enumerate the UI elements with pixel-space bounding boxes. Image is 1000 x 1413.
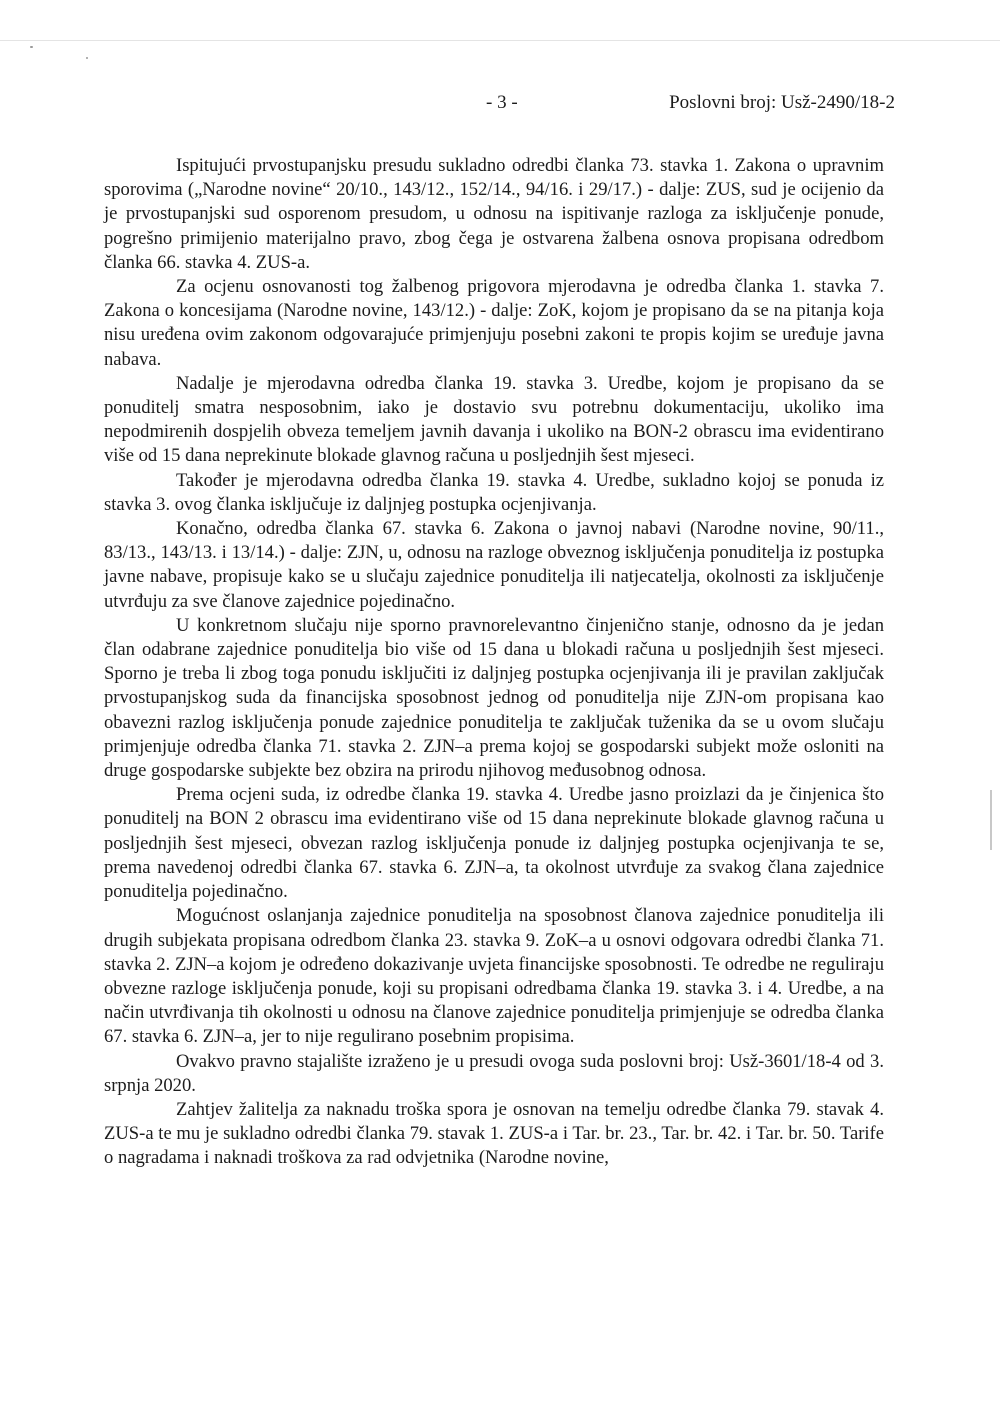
- paragraph: U konkretnom slučaju nije sporno pravnorelevantno činjenično stanje, odnosno da je jedan član odabrane zajednice ponuditelja bio više od 15 dana u blokadi računa u posljednjih šest mjeseci. Sporno je treba li zbog toga ponudu isključiti iz daljnjeg postupka ocjenjivanja ili je pravilan zaključak prvostupanjskog suda da financijska sposobnost jednog od ponuditelja nije ZJN-om propisana kao obavezni razlog isključenja ponude zajednice ponuditelja te zaključak tuženika da se u ovom slučaju primjenjuje odredba članka 71. stavka 2. ZJN–a prema kojoj se gospodarski subjekt može osloniti na druge gospodarske subjekte bez obzira na prirodu njihovog međusobnog odnosa.: [104, 614, 884, 782]
- page-number: - 3 -: [486, 92, 518, 113]
- scan-edge-top: [0, 40, 1000, 41]
- scan-edge-right: [990, 790, 992, 850]
- page-header: [100, 92, 895, 118]
- paragraph: Također je mjerodavna odredba članka 19. stavka 4. Uredbe, sukladno kojoj se ponuda iz stavka 3. ovog članka isključuje iz daljnjeg postupka ocjenjivanja.: [104, 469, 884, 515]
- paragraph: Prema ocjeni suda, iz odredbe članka 19. stavka 4. Uredbe jasno proizlazi da je činjenica što ponuditelj na BON 2 obrascu ima evidentirano više od 15 dana neprekinute blokade glavnog računa u posljednjih šest mjeseci, obvezan razlog isključenja ponude iz daljnjeg postupka ocjenjivanja te se, prema navedenoj odredbi članka 67. stavka 6. ZJN–a, ta okolnost utvrđuje za svakog člana zajednice ponuditelja pojedinačno.: [104, 784, 884, 903]
- document-body: [104, 154, 884, 1171]
- scan-speck: [30, 46, 33, 48]
- paragraph: Ispitujući prvostupanjsku presudu sukladno odredbi članka 73. stavka 1. Zakona o upravnim sporovima („Narodne novine“ 20/10., 143/12., 152/14., 94/16. i 29/17.) - dalje: ZUS, sud je ocijenio da je prvostupanjski sud osporenom presudom, u odnosu na ispitivanje razloga za isključenje ponude, pogrešno primijenio materijalno pravo, zbog čega je ostvarena žalbena osnova propisana odredbom članka 66. stavka 4. ZUS-a.: [104, 155, 884, 273]
- paragraph: Zahtjev žalitelja za naknadu troška spora je osnovan na temelju odredbe članka 79. stavak 4. ZUS-a te mu je sukladno odredbi članka 79. stavak 1. ZUS-a i Tar. br. 23., Tar. br. 42. i Tar. br. 50. Tarife o nagradama i naknadi troškova za rad odvjetnika (Narodne novine,: [104, 1098, 884, 1169]
- scan-speck: [86, 57, 88, 59]
- paragraph: Konačno, odredba članka 67. stavka 6. Zakona o javnoj nabavi (Narodne novine, 90/11., 83/13., 143/13. i 13/14.) - dalje: ZJN, u, odnosu na razloge obveznog isključenja ponuditelja iz postupka javne nabave, propisuje kako se u slučaju zajednice ponuditelja ili natjecatelja, okolnosti za isključenje utvrđuju za sve članove zajednice pojedinačno.: [104, 518, 884, 612]
- case-number: Poslovni broj: Usž-2490/18-2: [669, 92, 895, 113]
- paragraph: Ovakvo pravno stajalište izraženo je u presudi ovoga suda poslovni broj: Usž-3601/18-4 od 3. srpnja 2020.: [104, 1050, 884, 1096]
- paragraph: Mogućnost oslanjanja zajednice ponuditelja na sposobnost članova zajednice ponuditelja ili drugih subjekata propisana odredbom članka 23. stavka 9. ZoK–a u osnovi odgovara odredbi članka 71. stavka 2. ZJN–a kojom je određeno dokazivanje uvjeta financijske sposobnosti. Te odredbe ne reguliraju obvezne razloge isključenja ponude, koji su propisani odredbama članka 19. stavka 3. i 4. Uredbe, a na način utvrđivanja tih okolnosti u odnosu na članove zajednice ponuditelja primjenjuje se odredba članka 67. stavka 6. ZJN–a, jer to nije regulirano posebnim propisima.: [104, 905, 884, 1048]
- paragraph: Nadalje je mjerodavna odredba članka 19. stavka 3. Uredbe, kojom je propisano da se ponuditelj smatra nesposobnim, iako je dostavio svu potrebnu dokumentaciju, ukoliko ima nepodmirenih dospjelih obveza temeljem javnih davanja i ukoliko na BON-2 obrascu ima evidentirano više od 15 dana neprekinute blokade glavnog računa u posljednjih šest mjeseci.: [104, 372, 884, 467]
- paragraph: Za ocjenu osnovanosti tog žalbenog prigovora mjerodavna je odredba članka 1. stavka 7. Zakona o koncesijama (Narodne novine, 143/12.) - dalje: ZoK, kojom je propisano da se na pitanja koja nisu uređena ovim zakonom odgovarajuće primjenjuju posebni zakoni te propis kojim se uređuje javna nabava.: [104, 276, 884, 370]
